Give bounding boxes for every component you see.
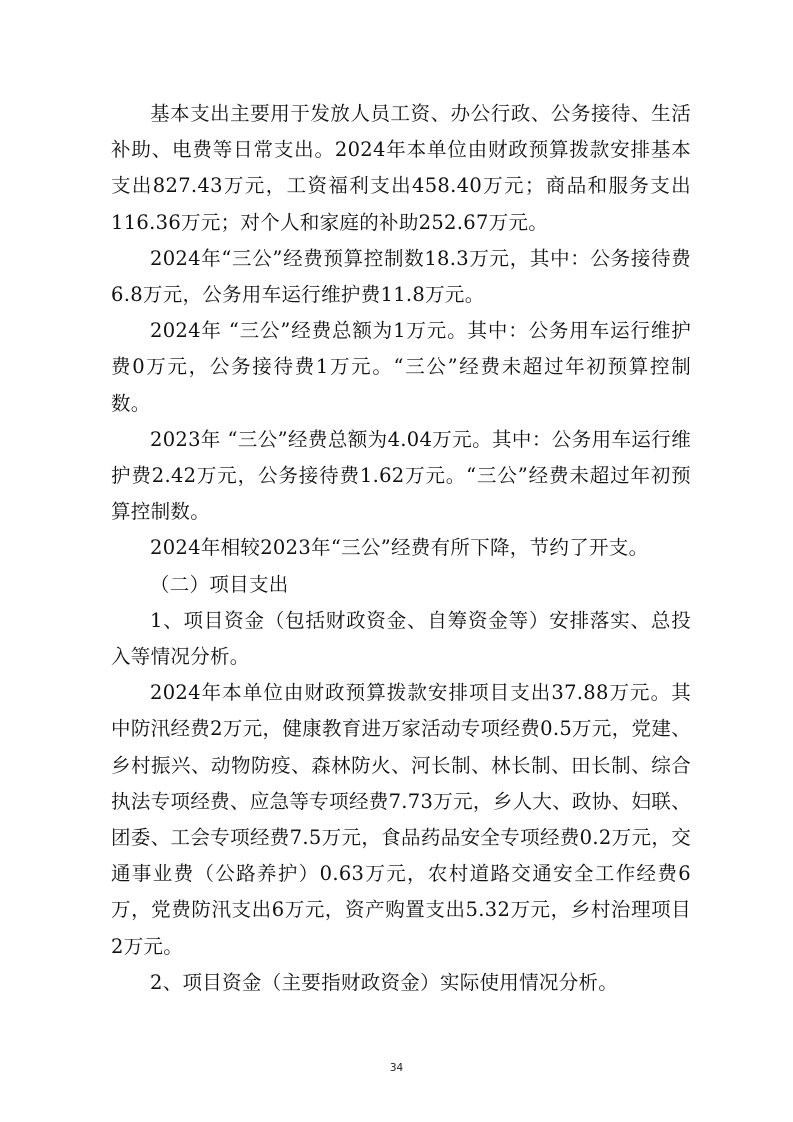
subsection-heading-2: 2、项目资金（主要指财政资金）实际使用情况分析。 <box>150 970 619 994</box>
section-heading-project-expenditure: （二）项目支出 <box>150 572 289 596</box>
paragraph-project-expenditure: 2024年本单位由财政预算拨款安排项目支出37.88万元。其中防汛经费2万元，健康教育进万家活动专项经费0.5万元，党建、乡村振兴、动物防疫、森林防火、河长制、林长制、田长制、综合执法专项经费、应急等专项经费7.73万元，乡人大、政协、妇联、团委、工会专项经费7.5万元，食品药品安全专项经费0.2万元，交通事业费（公路养护）0.63万元，农村道路交通安全工作经费6万，党费防汛支出6万元，资产购置支出5.32万元，乡村治理项目2万元。 <box>111 681 691 958</box>
paragraph-three-public-budget-2024: 2024年“三公”经费预算控制数18.3万元，其中：公务接待费6.8万元，公务用车运行维护费11.8万元。 <box>111 246 691 307</box>
paragraph-three-public-total-2024: 2024年 “三公”经费总额为1万元。其中：公务用车运行维护费0万元，公务接待费1万元。“三公”经费未超过年初预算控制数。 <box>111 319 691 415</box>
page-number: 34 <box>389 1062 404 1074</box>
paragraph-basic-expenditure: 基本支出主要用于发放人员工资、办公行政、公务接待、生活补助、电费等日常支出。2024年本单位由财政预算拨款安排基本支出827.43万元，工资福利支出458.40万元；商品和服务支出116.36万元；对个人和家庭的补助252.67万元。 <box>111 102 691 234</box>
paragraph-three-public-total-2023: 2023年 “三公”经费总额为4.04万元。其中：公务用车运行维护费2.42万元，公务接待费1.62万元。“三公”经费未超过年初预算控制数。 <box>111 427 691 524</box>
subsection-heading-1: 1、项目资金（包括财政资金、自筹资金等）安排落实、总投入等情况分析。 <box>111 608 691 669</box>
document-body <box>111 96 691 1001</box>
paragraph-comparison: 2024年相较2023年“三公”经费有所下降，节约了开支。 <box>150 536 649 560</box>
